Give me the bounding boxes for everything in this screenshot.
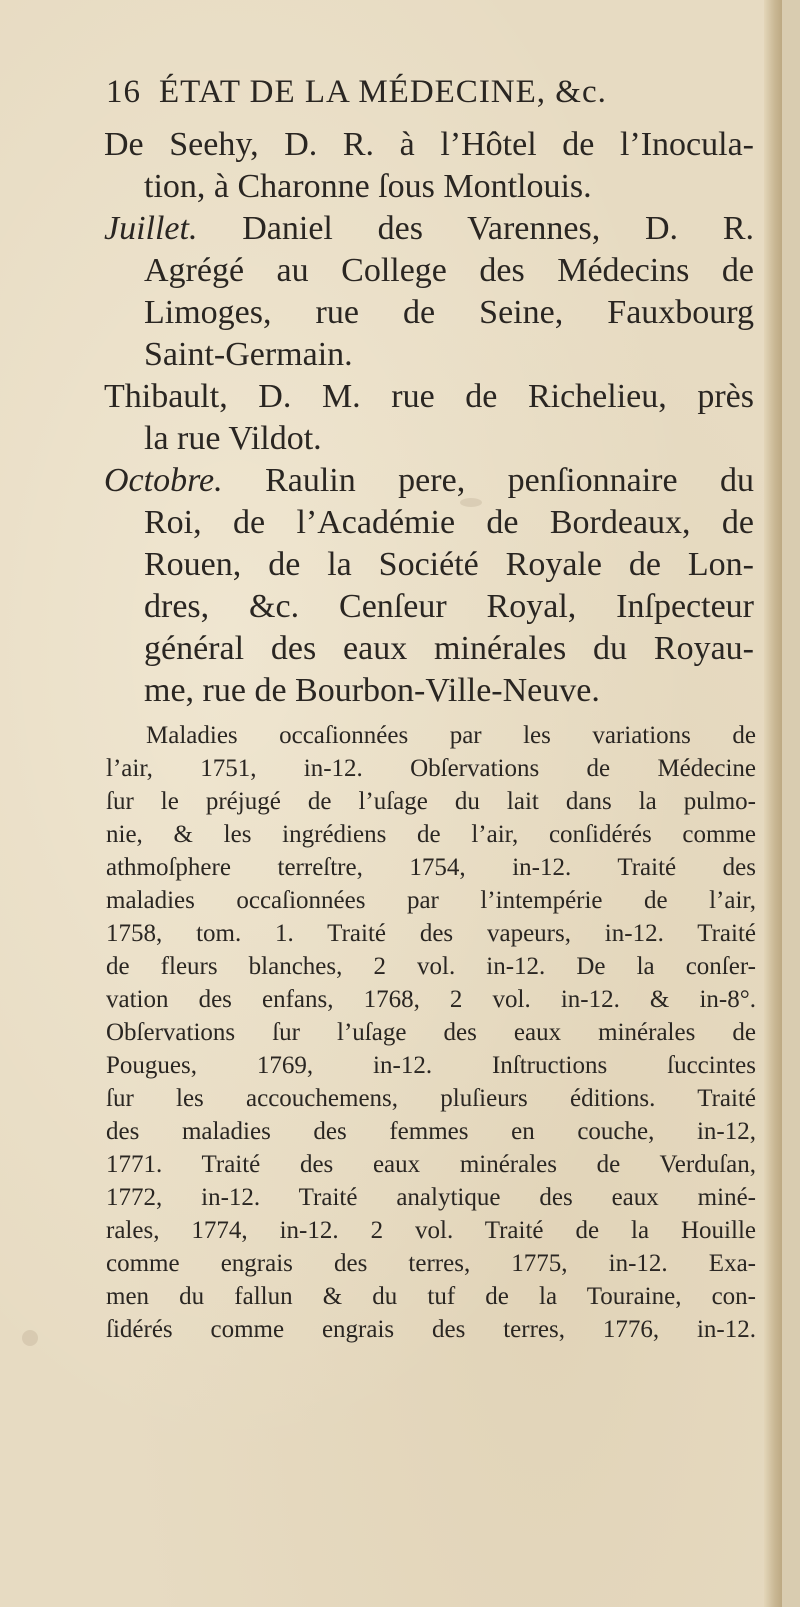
works-line: ſur le préjugé de l’uſage du lait dans la pulmo- — [106, 788, 756, 815]
entry-line: Roi, de l’Académie de Bordeaux, de — [144, 504, 754, 541]
entry-line: général des eaux minérales du Royau- — [144, 630, 754, 667]
entry-line: Thibault, D. M. rue de Richelieu, près — [104, 378, 754, 415]
month-label: Juillet. — [104, 210, 198, 247]
works-line: athmoſphere terreſtre, 1754, in-12. Traité des — [106, 854, 756, 881]
entry-line: me, rue de Bourbon-Ville-Neuve. — [144, 672, 600, 709]
page-number: 16 — [106, 74, 141, 110]
paper-stain — [22, 1330, 38, 1346]
entry-line: la rue Vildot. — [144, 420, 322, 457]
entry-line: dres, &c. Cenſeur Royal, Inſpecteur — [144, 588, 754, 625]
works-line: de fleurs blanches, 2 vol. in-12. De la conſer- — [106, 953, 756, 980]
works-line: men du fallun & du tuf de la Touraine, con- — [106, 1283, 756, 1310]
running-title: ÉTAT DE LA MÉDECINE, &c. — [159, 74, 607, 110]
works-line: Maladies occaſionnées par les variations de — [146, 722, 756, 749]
works-line: 1772, in-12. Traité analytique des eaux miné- — [106, 1184, 756, 1211]
entry-text: Daniel des Varennes, D. R. — [197, 210, 754, 247]
page-edge — [764, 0, 782, 1607]
works-line: comme engrais des terres, 1775, in-12. Exa- — [106, 1250, 756, 1277]
entry-line: Saint-Germain. — [144, 336, 353, 373]
month-label: Octobre. — [104, 462, 223, 499]
entry-line: Agrégé au College des Médecins de — [144, 252, 754, 289]
entry-line — [104, 210, 754, 248]
works-line: nie, & les ingrédiens de l’air, conſidérés comme — [106, 821, 756, 848]
works-line: Obſervations ſur l’uſage des eaux minérales de — [106, 1019, 756, 1046]
works-line: vation des enfans, 1768, 2 vol. in-12. & in-8°. — [106, 986, 756, 1013]
works-line: ſidérés comme engrais des terres, 1776, in-12. — [106, 1316, 756, 1343]
works-line: Pougues, 1769, in-12. Inſtructions ſuccintes — [106, 1052, 756, 1079]
entry-line: De Seehy, D. R. à l’Hôtel de l’Inocula- — [104, 126, 754, 163]
entry-line: tion, à Charonne ſous Montlouis. — [144, 168, 592, 205]
works-line: 1771. Traité des eaux minérales de Verduſan, — [106, 1151, 756, 1178]
entry-text: Raulin pere, penſionnaire du — [222, 462, 754, 499]
works-line: l’air, 1751, in-12. Obſervations de Médecine — [106, 755, 756, 782]
works-line: des maladies des femmes en couche, in-12, — [106, 1118, 756, 1145]
entry-line — [104, 462, 754, 500]
running-header — [106, 74, 746, 111]
works-line: 1758, tom. 1. Traité des vapeurs, in-12. Traité — [106, 920, 756, 947]
works-line: ſur les accouchemens, pluſieurs éditions. Traité — [106, 1085, 756, 1112]
works-line: maladies occaſionnées par l’intempérie de l’air, — [106, 887, 756, 914]
entry-line: Rouen, de la Société Royale de Lon- — [144, 546, 754, 583]
works-line: rales, 1774, in-12. 2 vol. Traité de la Houille — [106, 1217, 756, 1244]
entry-line: Limoges, rue de Seine, Fauxbourg — [144, 294, 754, 331]
